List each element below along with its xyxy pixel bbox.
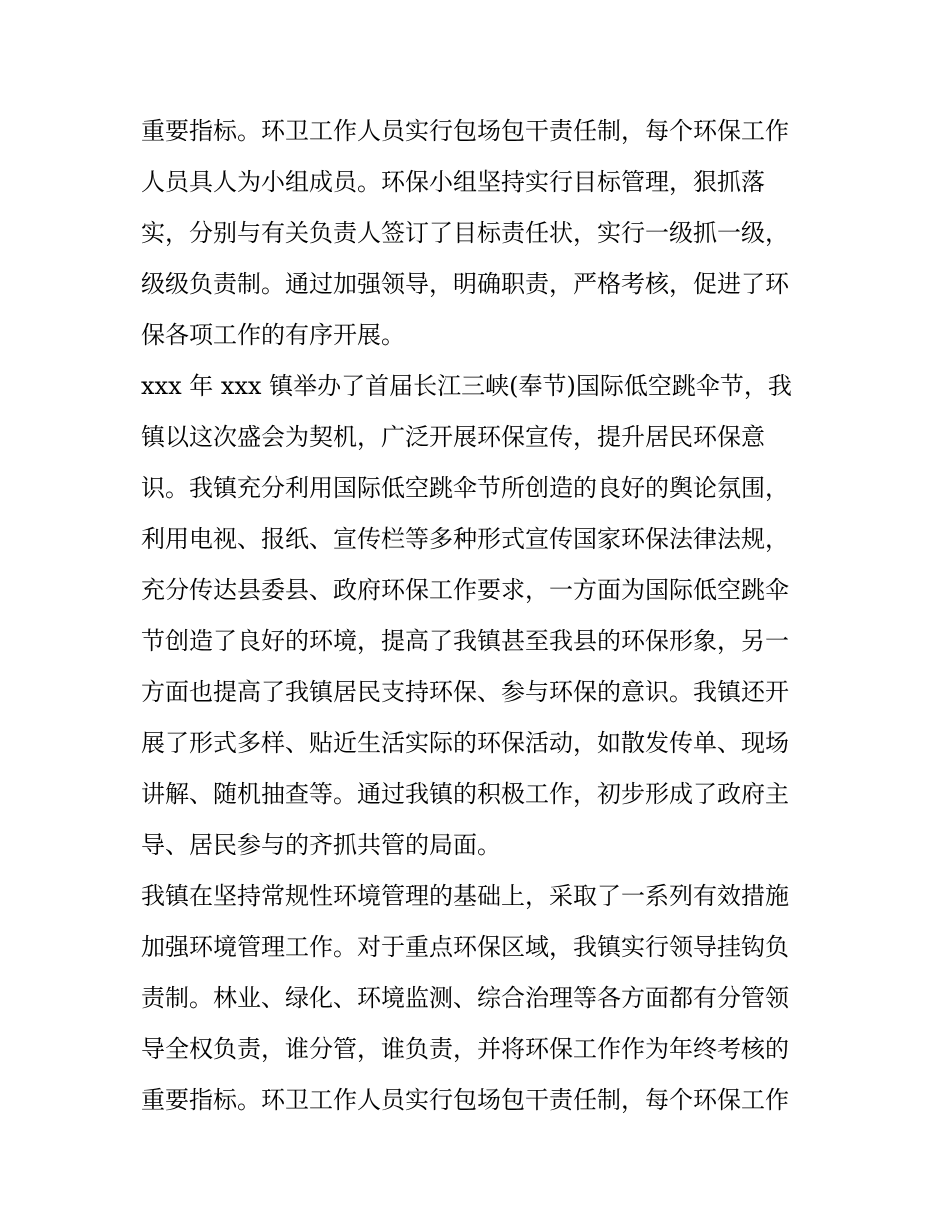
paragraph-3 bbox=[141, 871, 821, 1126]
paragraph-2 bbox=[141, 361, 821, 871]
text-line: xxx 年 xxx 镇举办了首届长江三峡(奉节)国际低空跳伞节，我 bbox=[141, 372, 792, 400]
text-line: 讲解、随机抽查等。通过我镇的积极工作，初步形成了政府主 bbox=[141, 780, 789, 808]
text-line: 展了形式多样、贴近生活实际的环保活动，如散发传单、现场 bbox=[141, 729, 789, 757]
text-line: 导全权负责，谁分管，谁负责，并将环保工作作为年终考核的 bbox=[141, 1035, 789, 1063]
text-line: 我镇在坚持常规性环境管理的基础上，采取了一系列有效措施 bbox=[141, 882, 789, 910]
text-line: 重要指标。环卫工作人员实行包场包干责任制，每个环保工作 bbox=[141, 1086, 789, 1114]
text-line: 保各项工作的有序开展。 bbox=[141, 321, 405, 349]
text-line: 重要指标。环卫工作人员实行包场包干责任制，每个环保工作 bbox=[141, 117, 789, 145]
text-line: 级级负责制。通过加强领导，明确职责，严格考核，促进了环 bbox=[141, 270, 789, 298]
document-body bbox=[141, 106, 821, 1126]
text-line: 实，分别与有关负责人签订了目标责任状，实行一级抓一级， bbox=[141, 219, 789, 247]
text-line: 充分传达县委县、政府环保工作要求，一方面为国际低空跳伞 bbox=[141, 576, 789, 604]
text-line: 镇以这次盛会为契机，广泛开展环保宣传，提升居民环保意 bbox=[141, 423, 765, 451]
text-line: 加强环境管理工作。对于重点环保区域，我镇实行领导挂钩负 bbox=[141, 933, 789, 961]
paragraph-1 bbox=[141, 106, 821, 361]
text-line: 人员具人为小组成员。环保小组坚持实行目标管理，狠抓落 bbox=[141, 168, 765, 196]
text-line: 节创造了良好的环境，提高了我镇甚至我县的环保形象，另一 bbox=[141, 627, 789, 655]
text-line: 利用电视、报纸、宣传栏等多种形式宣传国家环保法律法规， bbox=[141, 525, 789, 553]
text-line: 识。我镇充分利用国际低空跳伞节所创造的良好的舆论氛围， bbox=[141, 474, 789, 502]
text-line: 方面也提高了我镇居民支持环保、参与环保的意识。我镇还开 bbox=[141, 678, 789, 706]
text-line: 责制。林业、绿化、环境监测、综合治理等各方面都有分管领 bbox=[141, 984, 789, 1012]
text-line: 导、居民参与的齐抓共管的局面。 bbox=[141, 831, 501, 859]
